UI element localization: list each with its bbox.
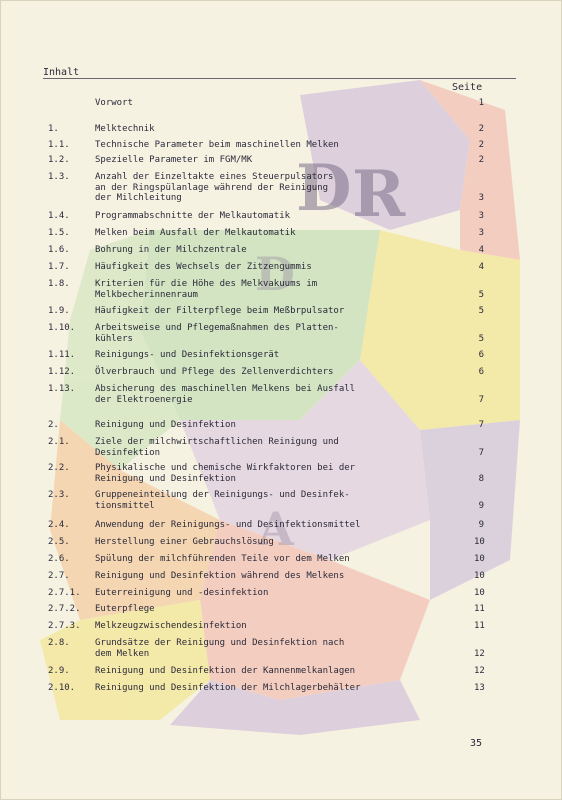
toc-number: 1.: [48, 124, 59, 134]
toc-page: 6: [478, 350, 484, 360]
toc-title: Anwendung der Reinigungs- und Desinfektionsmittel: [95, 520, 361, 530]
toc-title: Spezielle Parameter im FGM/MK: [95, 155, 253, 165]
toc-number: 2.1.: [48, 437, 70, 447]
toc-page: 10: [474, 554, 485, 564]
toc-title: Euterreinigung und -desinfektion: [95, 588, 269, 598]
toc-title: Häufigkeit der Filterpflege beim Meßbrpulsator: [95, 306, 345, 316]
watermark-letter-4: A: [258, 502, 294, 556]
toc-number: 1.12.: [48, 367, 76, 377]
toc-number: 1.8.: [48, 279, 70, 289]
toc-page: 10: [474, 537, 485, 547]
toc-number: 1.11.: [48, 350, 76, 360]
toc-number: 1.1.: [48, 140, 70, 150]
toc-title: Ziele der milchwirtschaftlichen Reinigung und Desinfektion: [95, 437, 339, 458]
toc-number: 1.2.: [48, 155, 70, 165]
contents-heading: Inhalt: [43, 67, 80, 78]
toc-title: Grundsätze der Reinigung und Desinfektion nach dem Melken: [95, 638, 345, 659]
toc-title: Reinigung und Desinfektion während des Melkens: [95, 571, 345, 581]
toc-number: 2.5.: [48, 537, 70, 547]
page-column-heading: Seite: [452, 82, 483, 93]
toc-page: 3: [478, 228, 484, 238]
toc-page: 5: [478, 306, 484, 316]
toc-page: 7: [478, 447, 484, 458]
toc-number: 2.: [48, 420, 59, 430]
toc-page: 3: [478, 193, 484, 203]
toc-page: 5: [478, 333, 484, 344]
toc-page: 8: [478, 473, 484, 484]
toc-page: 3: [478, 211, 484, 221]
toc-page: 10: [474, 588, 485, 598]
toc-number: 1.10.: [48, 323, 76, 333]
toc-page: 13: [474, 683, 485, 693]
toc-title: Vorwort: [95, 98, 133, 108]
toc-number: 1.6.: [48, 245, 70, 255]
toc-number: 1.13.: [48, 384, 76, 394]
toc-title: Gruppeneinteilung der Reinigungs- und Desinfek- tionsmittel: [95, 490, 350, 511]
toc-title: Reinigungs- und Desinfektionsgerät: [95, 350, 280, 360]
toc-page: 12: [474, 648, 485, 659]
toc-title: Physikalische und chemische Wirkfaktoren bei der Reinigung und Desinfektion: [95, 463, 356, 484]
toc-number: 1.3.: [48, 172, 70, 182]
toc-number: 2.7.3.: [48, 621, 81, 631]
toc-page: 5: [478, 289, 484, 300]
toc-title: Anzahl der Einzeltakte eines Steuerpulsators an der Ringspülanlage während der Reinigung der Milchleitung: [95, 172, 334, 203]
toc-page: 12: [474, 666, 485, 676]
toc-title: Programmabschnitte der Melkautomatik: [95, 211, 291, 221]
toc-number: 2.10.: [48, 683, 76, 693]
heading-rule: [43, 78, 516, 79]
toc-number: 2.7.1.: [48, 588, 81, 598]
toc-number: 2.7.2.: [48, 604, 81, 614]
toc-title: Technische Parameter beim maschinellen Melken: [95, 140, 339, 150]
toc-title: Häufigkeit des Wechsels der Zitzengummis: [95, 262, 312, 272]
toc-title: Melkzeugzwischendesinfektion: [95, 621, 247, 631]
watermark-letter-2: R: [352, 157, 406, 232]
watermark-letter-1: D: [296, 151, 352, 226]
toc-number: 2.2.: [48, 463, 70, 473]
toc-page: 11: [474, 621, 485, 631]
toc-page: 4: [478, 262, 484, 272]
toc-title: Melken beim Ausfall der Melkautomatik: [95, 228, 296, 238]
toc-title: Bohrung in der Milchzentrale: [95, 245, 247, 255]
toc-number: 1.4.: [48, 211, 70, 221]
watermark-letter-3: D: [255, 247, 295, 301]
toc-page: 9: [478, 520, 484, 530]
toc-title: Herstellung einer Gebrauchslösung: [95, 537, 274, 547]
toc-title: Reinigung und Desinfektion der Milchlagerbehälter: [95, 683, 361, 693]
toc-page: 2: [478, 140, 484, 150]
toc-title: Melktechnik: [95, 124, 155, 134]
toc-page: 7: [478, 394, 484, 405]
toc-number: 2.7.: [48, 571, 70, 581]
toc-page: 10: [474, 571, 485, 581]
toc-page: 4: [478, 245, 484, 255]
toc-number: 2.9.: [48, 666, 70, 676]
toc-page: 7: [478, 420, 484, 430]
toc-page: 6: [478, 367, 484, 377]
toc-page: 1: [478, 98, 484, 108]
toc-page: 9: [478, 500, 484, 511]
toc-title: Euterpflege: [95, 604, 155, 614]
toc-title: Spülung der milchführenden Teile vor dem Melken: [95, 554, 350, 564]
toc-page: 2: [478, 124, 484, 134]
map-region-far-southwest: [40, 600, 210, 720]
page-number: 35: [470, 738, 483, 749]
toc-page: 11: [474, 604, 485, 614]
toc-title: Kriterien für die Höhe des Melkvakuums im Melkbecherinnenraum: [95, 279, 318, 300]
map-region-southeast: [420, 420, 520, 600]
toc-number: 1.7.: [48, 262, 70, 272]
toc-number: 2.6.: [48, 554, 70, 564]
toc-title: Absicherung des maschinellen Melkens bei Ausfall der Elektroenergie: [95, 384, 356, 405]
toc-number: 2.4.: [48, 520, 70, 530]
toc-title: Arbeitsweise und Pflegemaßnahmen des Platten- kühlers: [95, 323, 339, 344]
toc-number: 2.8.: [48, 638, 70, 648]
toc-page: 2: [478, 155, 484, 165]
toc-title: Ölverbrauch und Pflege des Zellenverdichters: [95, 367, 334, 377]
toc-number: 1.9.: [48, 306, 70, 316]
toc-number: 2.3.: [48, 490, 70, 500]
toc-title: Reinigung und Desinfektion der Kannenmelkanlagen: [95, 666, 356, 676]
toc-title: Reinigung und Desinfektion: [95, 420, 236, 430]
toc-number: 1.5.: [48, 228, 70, 238]
